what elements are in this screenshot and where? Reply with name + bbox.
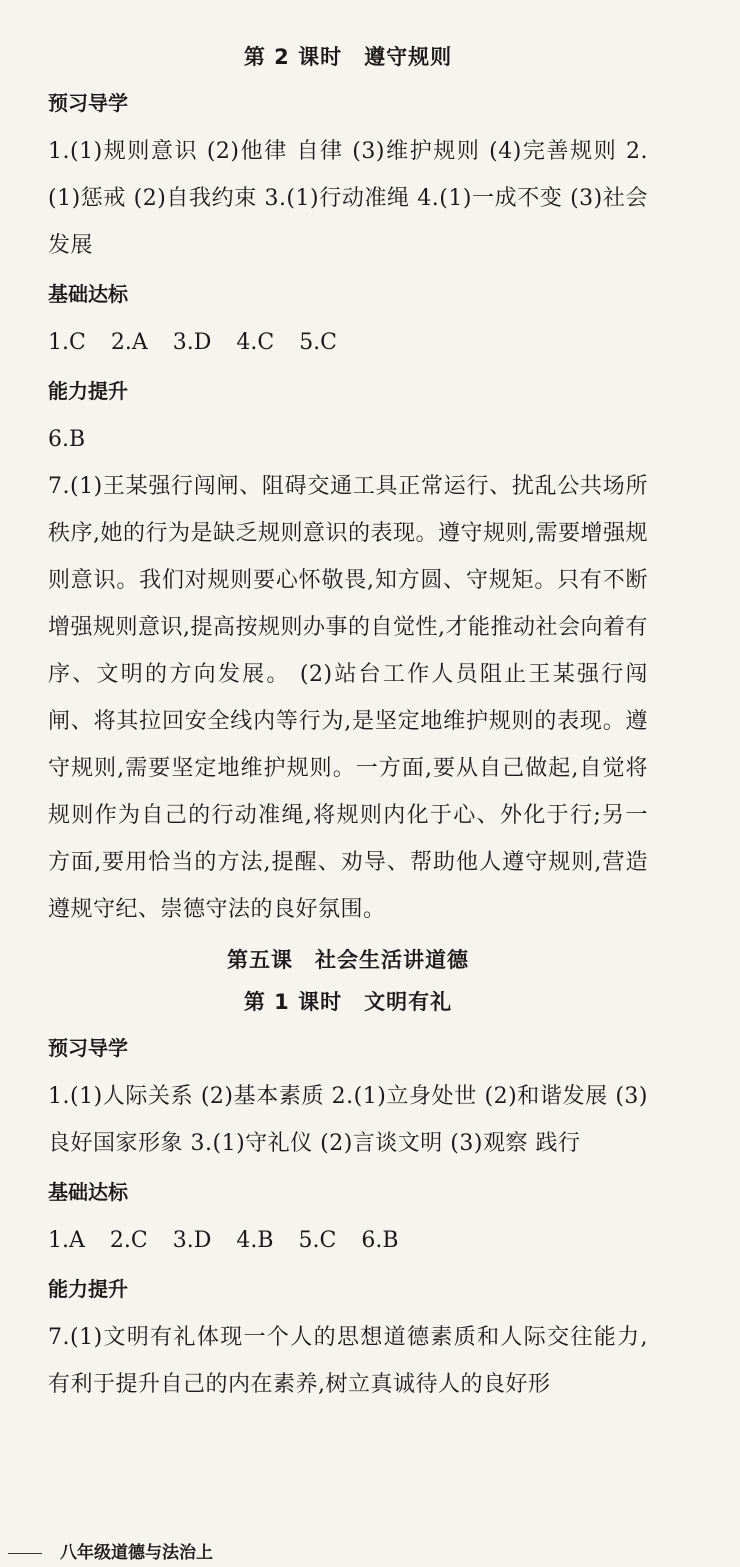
answer-item: 6.B xyxy=(361,1228,399,1253)
ability-answer-7: 7.(1)文明有礼体现一个人的思想道德素质和人际交往能力,有利于提升自己的内在素养,树立真诚待人的良好形 xyxy=(48,1325,648,1397)
answer-item: 3.D xyxy=(172,330,212,355)
basic-answers xyxy=(48,319,648,366)
ability-answer-6: 6.B xyxy=(48,427,86,452)
section-title-rules: 第 2 课时 遵守规则 xyxy=(243,45,453,69)
basic-answers xyxy=(48,1217,648,1264)
page-footer: 八年级道德与法治上 xyxy=(8,1538,213,1563)
lesson-title: 第五课 社会生活讲道德 xyxy=(227,948,469,972)
ability-heading: 能力提升 xyxy=(48,1277,128,1301)
preview-heading: 预习导学 xyxy=(48,1036,128,1060)
basic-heading: 基础达标 xyxy=(48,282,128,306)
preview-answers: 1.(1)规则意识 (2)他律 自律 (3)维护规则 (4)完善规则 2.(1)惩戒 (2)自我约束 3.(1)行动准绳 4.(1)一成不变 (3)社会发展 xyxy=(48,139,648,258)
preview-heading: 预习导学 xyxy=(48,91,128,115)
preview-answers: 1.(1)人际关系 (2)基本素质 2.(1)立身处世 (2)和谐发展 (3)良好国家形象 3.(1)守礼仪 (2)言谈文明 (3)观察 践行 xyxy=(48,1084,648,1156)
section-title-civility: 第 1 课时 文明有礼 xyxy=(243,990,453,1014)
answer-item: 1.C xyxy=(48,330,86,355)
ability-heading: 能力提升 xyxy=(48,379,128,403)
answer-page xyxy=(48,36,648,1408)
answer-item: 2.A xyxy=(110,330,148,355)
answer-item: 4.C xyxy=(236,330,275,355)
footer-rule xyxy=(8,1553,42,1554)
answer-item: 5.C xyxy=(299,330,338,355)
answer-item: 3.D xyxy=(172,1228,212,1253)
ability-answer-7: 7.(1)王某强行闯闸、阻碍交通工具正常运行、扰乱公共场所秩序,她的行为是缺乏规则意识的表现。遵守规则,需要增强规则意识。我们对规则要心怀敬畏,知方圆、守规矩。只有不断增强规则意识,提高按规则办事的自觉性,才能推动社会向着有序、文明的方向发展。 (2)站台工作人员阻止王某强行闯闸、将其拉回安全线内等行为,是坚定地维护规则的表现。遵守规则,需要坚定地维护规则。一方面,要从自己做起,自觉将规则作为自己的行动准绳,将规则内化于心、外化于行;另一方面,要用恰当的方法,提醒、劝导、帮助他人遵守规则,营造遵规守纪、崇德守法的良好氛围。 xyxy=(48,474,648,922)
answer-item: 5.C xyxy=(298,1228,337,1253)
answer-item: 4.B xyxy=(236,1228,274,1253)
basic-heading: 基础达标 xyxy=(48,1180,128,1204)
answer-item: 2.C xyxy=(109,1228,148,1253)
answer-item: 1.A xyxy=(48,1228,85,1253)
